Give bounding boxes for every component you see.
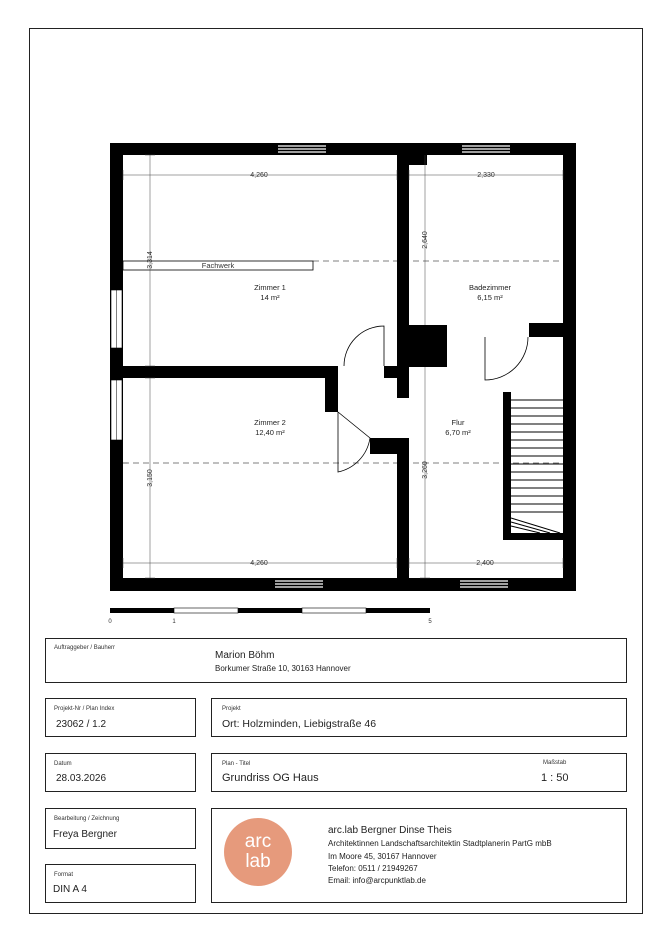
office-phone: Telefon: 0511 / 21949267 — [328, 864, 418, 873]
client-address: Borkumer Straße 10, 30163 Hannover — [215, 664, 351, 673]
plan-title-label: Plan - Titel — [222, 761, 251, 767]
format-value: DIN A 4 — [53, 884, 87, 895]
project-label: Projekt — [222, 706, 241, 712]
room-name: Zimmer 2 — [254, 418, 286, 427]
dim-mid-upper: 2,640 — [422, 231, 429, 249]
room-name: Badezimmer — [468, 283, 512, 292]
client-label: Auftraggeber / Bauherr — [54, 645, 116, 651]
room-name: Flur — [451, 418, 465, 427]
project-no-box — [45, 698, 196, 737]
scale-label-start: 0 — [108, 619, 112, 625]
fachwerk-label: Fachwerk — [201, 261, 235, 270]
scale-label-end: 5 — [428, 619, 432, 625]
room-area: 6,15 m² — [477, 293, 503, 302]
project-no: 23062 / 1.2 — [56, 719, 107, 730]
plan-title: Grundriss OG Haus — [222, 772, 319, 784]
room-area: 6,70 m² — [445, 428, 471, 437]
office-description: Architektinnen Landschaftsarchitektin Stadtplanerin PartG mbB — [328, 839, 552, 848]
dim-left-upper: 3,314 — [147, 251, 154, 269]
room-area: 14 m² — [260, 293, 280, 302]
format-label: Format — [54, 872, 74, 878]
scale-value: 1 : 50 — [541, 772, 569, 784]
stairs — [511, 400, 563, 533]
client-box — [45, 638, 627, 683]
scale-bar — [108, 608, 432, 625]
room-name: Zimmer 1 — [254, 283, 286, 292]
room-area: 12,40 m² — [255, 428, 285, 437]
drawn-by: Freya Bergner — [53, 829, 117, 840]
scale-label-mid: 1 — [172, 619, 176, 625]
logo-text-bottom: lab — [245, 851, 271, 872]
dim-bottom-left: 4,260 — [250, 560, 268, 567]
dim-left-lower: 3,150 — [147, 469, 154, 487]
office-email: Email: info@arcpunktlab.de — [328, 876, 426, 885]
project-no-label: Projekt-Nr / Plan Index — [54, 706, 115, 712]
date-value: 28.03.2026 — [56, 773, 107, 784]
dim-top-right: 2,330 — [477, 172, 495, 179]
dim-mid-lower: 3,260 — [422, 461, 429, 479]
office-name: arc.lab Bergner Dinse Theis — [328, 825, 452, 836]
arclab-logo — [224, 818, 292, 886]
project-value: Ort: Holzminden, Liebigstraße 46 — [222, 718, 377, 730]
scale-label: Maßstab — [543, 760, 567, 766]
logo-text-top: arc — [244, 831, 272, 852]
dim-top-left: 4,260 — [250, 172, 268, 179]
interior-walls — [123, 155, 563, 578]
dim-bottom-right: 2,400 — [476, 560, 494, 567]
date-label: Datum — [54, 761, 72, 767]
office-address: Im Moore 45, 30167 Hannover — [328, 852, 437, 861]
drawn-by-label: Bearbeitung / Zeichnung — [54, 816, 120, 822]
client-name: Marion Böhm — [215, 650, 275, 661]
